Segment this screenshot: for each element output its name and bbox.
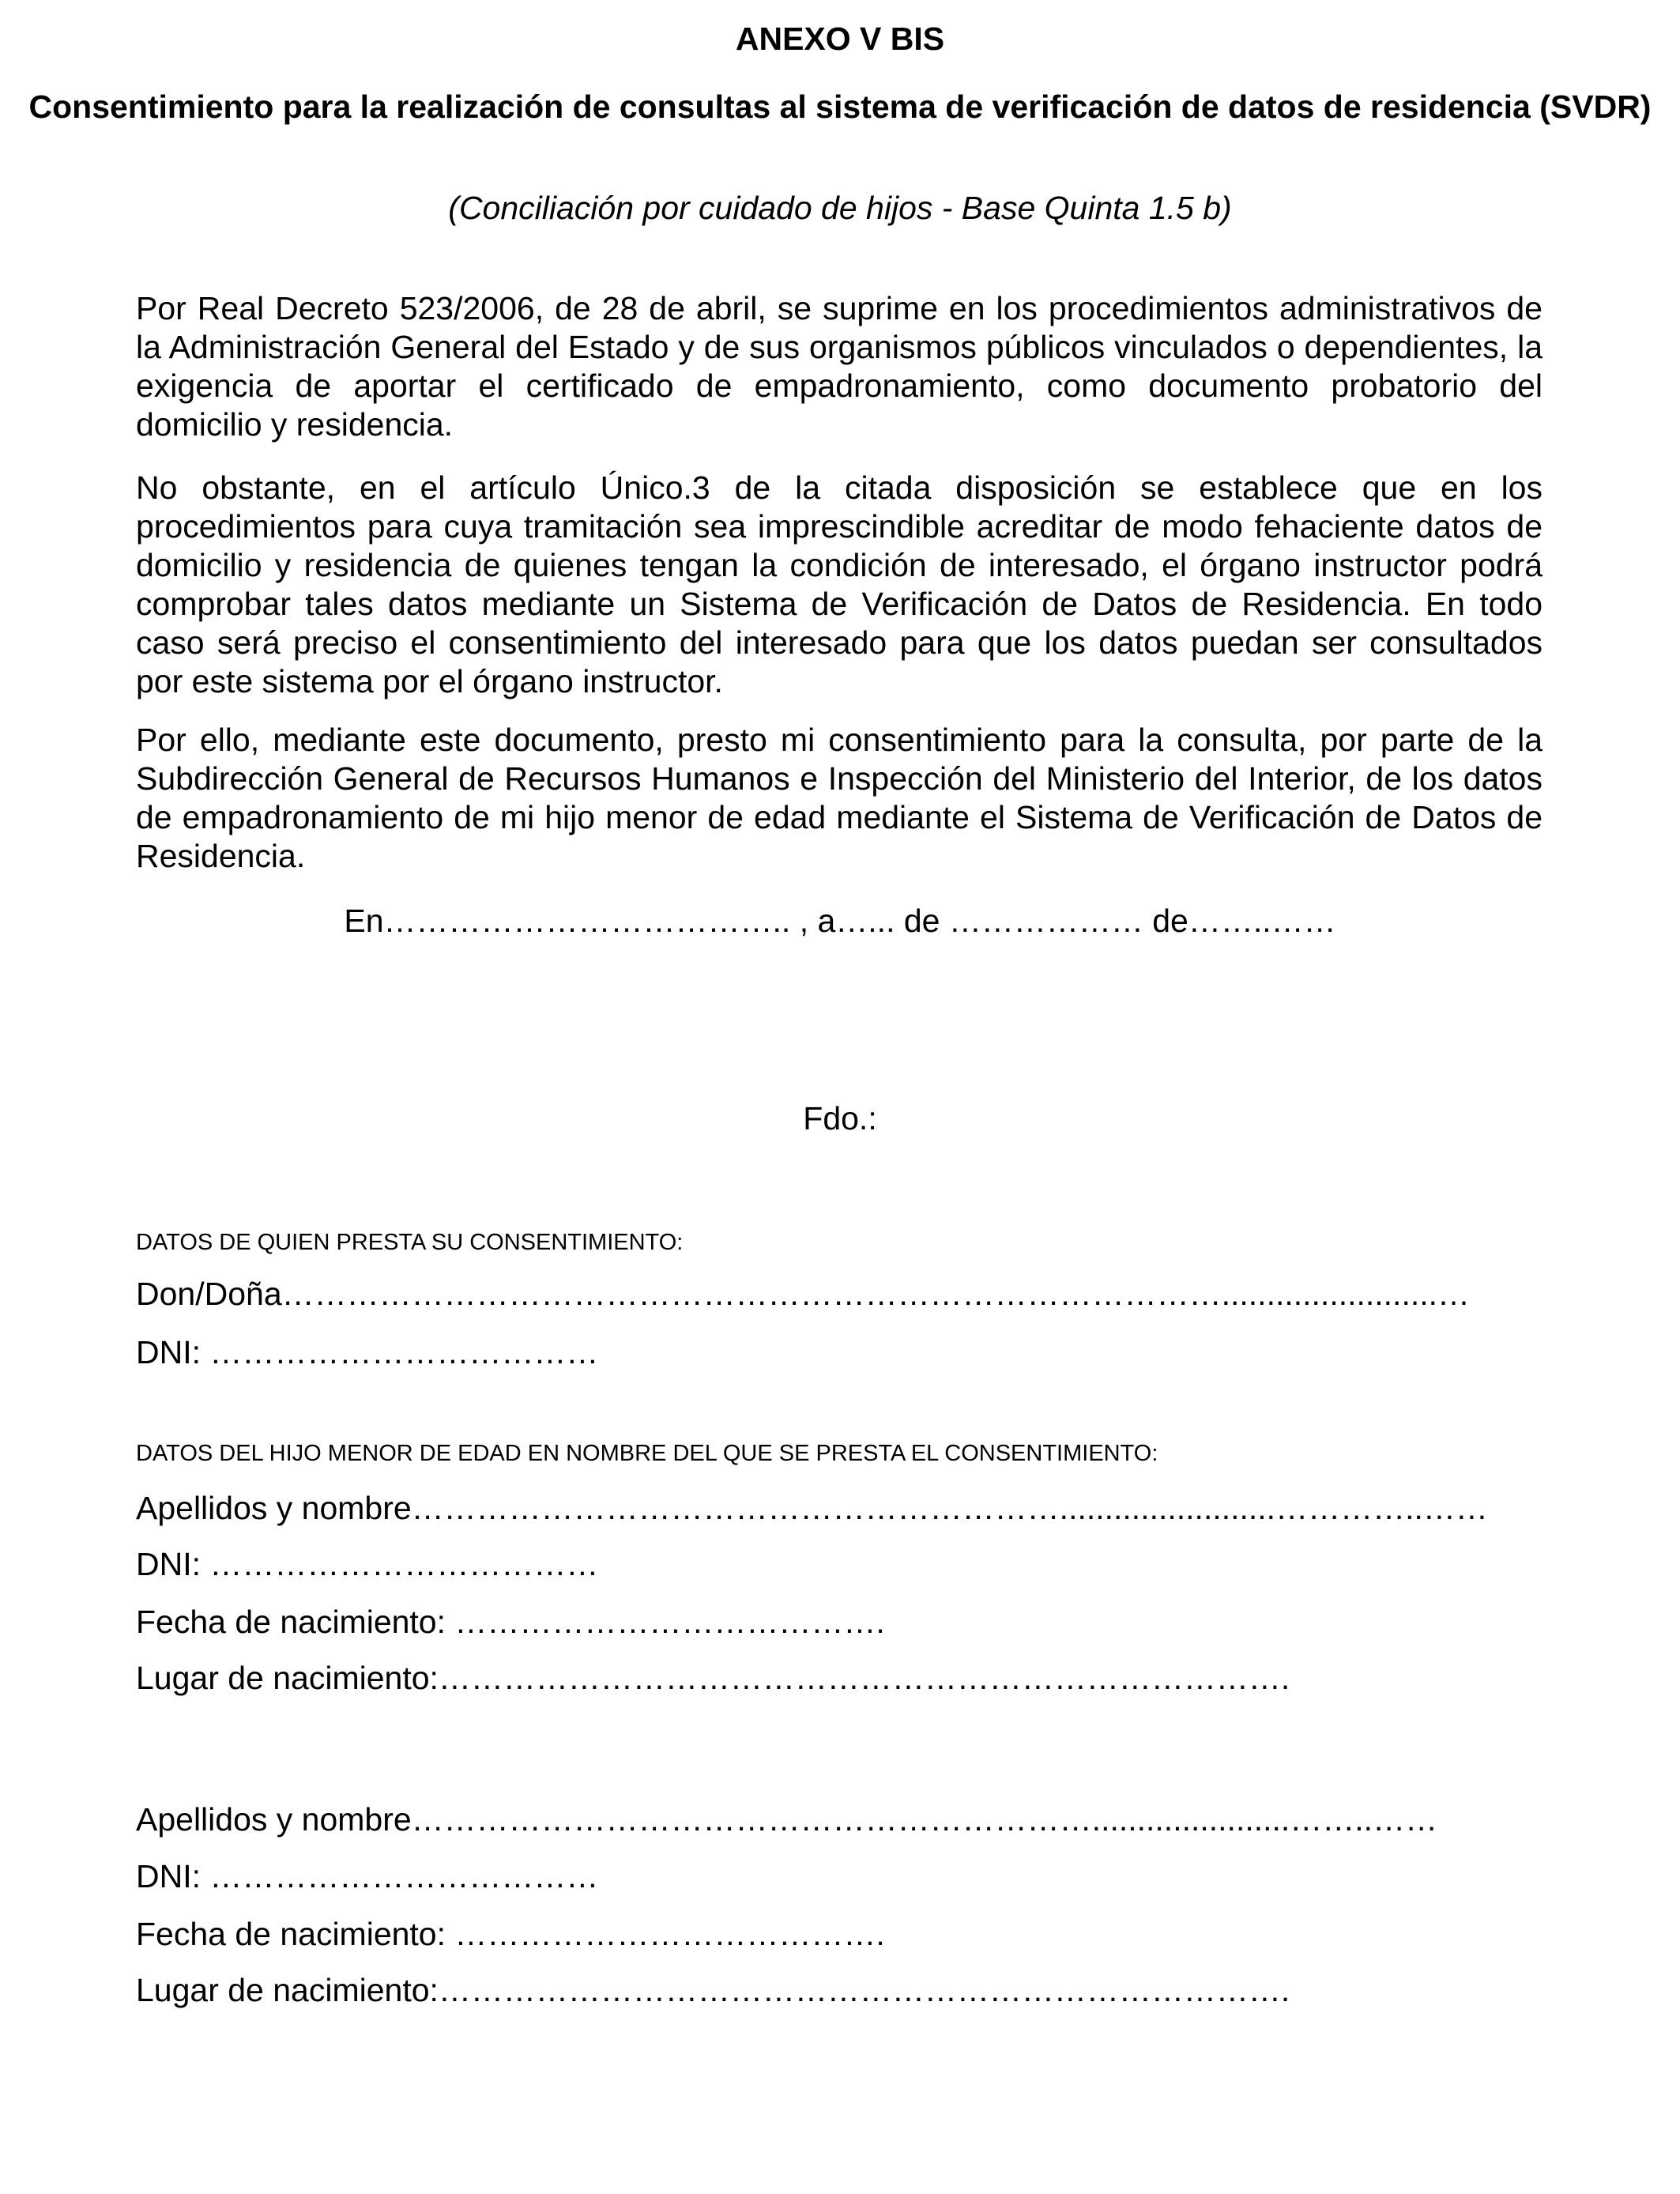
child-2-name-field[interactable]: Apellidos y nombre………………………………………………………......................……..……	[136, 1801, 1438, 1838]
child-section-heading: DATOS DEL HIJO MENOR DE EDAD EN NOMBRE DEL QUE SE PRESTA EL CONSENTIMIENTO:	[136, 1441, 1158, 1466]
consenter-heading: DATOS DE QUIEN PRESTA SU CONSENTIMIENTO:	[136, 1230, 684, 1255]
consenter-dni-field[interactable]: DNI: ………………………………	[136, 1334, 599, 1370]
child-1-dni-field[interactable]: DNI: ………………………………	[136, 1546, 599, 1582]
paragraph-legal-basis: Por Real Decreto 523/2006, de 28 de abril, se suprime en los procedimientos administrativos de la Administración General del Estado y de sus organismos públicos vinculados o dependientes, la exigencia de aportar el certificado de empadronamiento, como documento probatorio del domicilio y residencia.	[136, 290, 1543, 443]
child-2-dni-field[interactable]: DNI: ………………………………	[136, 1858, 599, 1894]
paragraph-consent: Por ello, mediante este documento, presto mi consentimiento para la consulta, por parte de la Subdirección General de Recursos Humanos e Inspección del Ministerio del Interior, de los datos de empadronamiento de mi hijo menor de edad mediante el Sistema de Verificación de Datos de Residencia.	[136, 722, 1543, 874]
document-title: ANEXO V BIS	[735, 21, 945, 57]
paragraph-exception: No obstante, en el artículo Único.3 de la citada disposición se establece que en los procedimientos para cuya tramitación sea imprescindible acreditar de modo fehaciente datos de domicilio y residencia de quienes tengan la condición de interesado, el órgano instructor podrá comprobar tales datos mediante un Sistema de Verificación de Datos de Residencia. En todo caso será preciso el consentimiento del interesado para que los datos puedan ser consultados por este sistema por el órgano instructor.	[136, 469, 1543, 699]
document-note: (Conciliación por cuidado de hijos - Base Quinta 1.5 b)	[448, 190, 1232, 226]
child-1-name-field[interactable]: Apellidos y nombre……………………………………………………........................…………..……	[136, 1490, 1488, 1526]
signature-label: Fdo.:	[803, 1100, 877, 1137]
child-1-birth-date-field[interactable]: Fecha de nacimiento: ………………………………….	[136, 1604, 885, 1640]
child-2-birth-date-field[interactable]: Fecha de nacimiento: ………………………………….	[136, 1916, 885, 1952]
document-subtitle: Consentimiento para la realización de consultas al sistema de verificación de datos de residencia (SVDR)	[28, 89, 1652, 125]
consenter-name-field[interactable]: Don/Doña……………………………………………………………………………........................…	[136, 1276, 1471, 1312]
date-place-line[interactable]: En……………………………….. , a…... de ……………… de……..……	[344, 903, 1336, 939]
child-2-birth-place-field[interactable]: Lugar de nacimiento:…………………………………………………………………….	[136, 1972, 1290, 2008]
child-1-birth-place-field[interactable]: Lugar de nacimiento:…………………………………………………………………….	[136, 1660, 1290, 1696]
